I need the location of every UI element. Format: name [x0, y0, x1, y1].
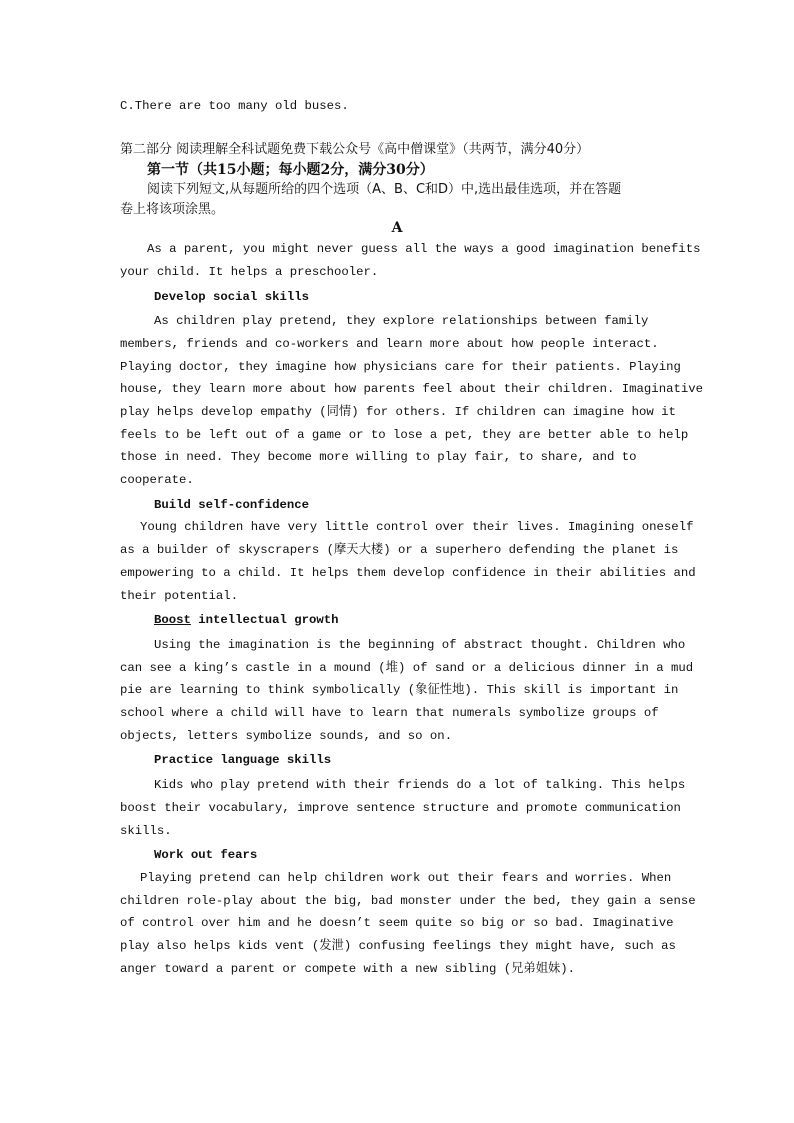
paragraph-line: can see a king’s castle in a mound (堆) of sand or a delicious dinner in a mud — [120, 661, 694, 675]
paragraph-line: skills. — [120, 824, 172, 838]
section-heading: Develop social skills — [154, 290, 309, 304]
paragraph-line: Playing doctor, they imagine how physicians care for their patients. Playing — [120, 360, 681, 374]
paragraph-line: anger toward a parent or compete with a new sibling (兄弟姐妹). — [120, 962, 576, 976]
paragraph-line: of control over him and he doesn’t seem quite so big or so bad. Imaginative — [120, 916, 674, 930]
part-header: 第二部分 阅读理解全科试题免费下载公众号《高中僧课堂》（共两节，满分40分） — [120, 142, 590, 157]
section-heading: Build self-confidence — [154, 498, 309, 512]
paragraph-line: school where a child will have to learn that numerals symbolize groups of — [120, 706, 659, 720]
instructions-line-2: 卷上将该项涂黑。 — [120, 202, 225, 217]
paragraph-line: Young children have very little control over their lives. Imagining oneself — [140, 520, 694, 534]
paragraph-line: play helps develop empathy (同情) for others. If children can imagine how it — [120, 405, 676, 419]
paragraph-line: Using the imagination is the beginning of abstract thought. Children who — [154, 638, 686, 652]
paragraph-line: Kids who play pretend with their friends do a lot of talking. This helps — [154, 778, 686, 792]
paragraph-line: Playing pretend can help children work out their fears and worries. When — [140, 871, 672, 885]
paragraph-line: pie are learning to think symbolically (象征性地). This skill is important in — [120, 683, 679, 697]
section-title: 第一节（共15小题；每小题2分，满分30分） — [147, 162, 434, 178]
paragraph-line: their potential. — [120, 589, 239, 603]
instructions-line-1: 阅读下列短文,从每题所给的四个选项（A、B、C和D）中,选出最佳选项，并在答题 — [147, 182, 622, 197]
passage-label: A — [391, 220, 403, 236]
intro-line-2: your child. It helps a preschooler. — [120, 265, 379, 279]
paragraph-line: play also helps kids vent (发泄) confusing feelings they might have, such as — [120, 939, 676, 953]
section-heading: Practice language skills — [154, 753, 332, 767]
intro-line-1: As a parent, you might never guess all the ways a good imagination benefits — [147, 242, 701, 256]
paragraph-line: members, friends and co-workers and learn more about how people interact. — [120, 337, 659, 351]
section-heading — [154, 612, 339, 628]
answer-option-c: C.There are too many old buses. — [120, 99, 349, 113]
paragraph-line: those in need. They become more willing to play fair, to share, and to — [120, 450, 637, 464]
paragraph-line: As children play pretend, they explore relationships between family — [154, 314, 649, 328]
section-heading: Work out fears — [154, 848, 258, 862]
paragraph-line: objects, letters symbolize sounds, and so on. — [120, 729, 453, 743]
paragraph-line: boost their vocabulary, improve sentence structure and promote communication — [120, 801, 681, 815]
paragraph-line: feels to be left out of a game or to lose a pet, they are better able to help — [120, 428, 689, 442]
paragraph-line: cooperate. — [120, 473, 194, 487]
paragraph-line: children role-play about the big, bad monster under the bed, they gain a sense — [120, 894, 696, 908]
paragraph-line: as a builder of skyscrapers (摩天大楼) or a superhero defending the planet is — [120, 543, 679, 557]
heading-rest: intellectual growth — [190, 613, 339, 627]
paragraph-line: house, they learn more about how parents feel about their children. Imaginative — [120, 382, 703, 396]
underlined-word: Boost — [154, 613, 191, 627]
paragraph-line: empowering to a child. It helps them develop confidence in their abilities and — [120, 566, 696, 580]
